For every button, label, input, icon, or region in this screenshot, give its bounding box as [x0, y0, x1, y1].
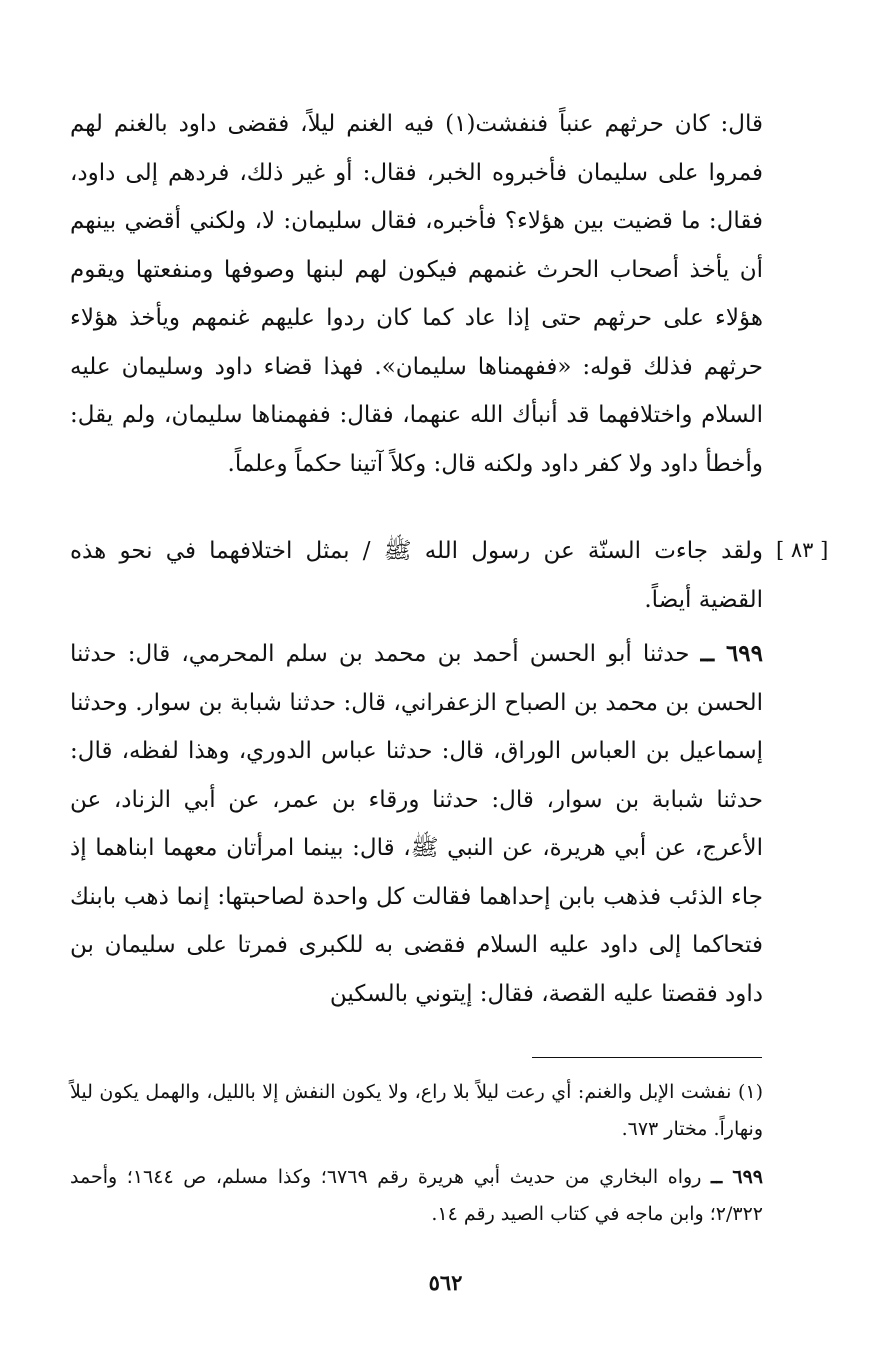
margin-page-reference: [ ٨٣ ] — [776, 538, 829, 562]
body-paragraph-1 — [70, 100, 763, 488]
footnote-hadith-number: ٦٩٩ ــ — [711, 1166, 763, 1188]
paragraph-text: ولقد جاءت السنّة عن رسول الله ﷺ / بمثل اختلافهما في نحو هذه القضية أيضاً. — [70, 538, 763, 613]
footnote-text: رواه البخاري من حديث أبي هريرة رقم ٦٧٦٩؛ وكذا مسلم، ص ١٦٤٤؛ وأحمد ٢/٣٢٢؛ وابن ماجه في كتاب الصيد رقم ١٤. — [70, 1166, 763, 1225]
page-number: ٥٦٢ — [428, 1270, 463, 1295]
footnote-2 — [70, 1159, 763, 1233]
body-paragraph-2 — [70, 527, 763, 624]
footnote-text: (١) نفشت الإبل والغنم: أي رعت ليلاً بلا راع، ولا يكون النفش إلا بالليل، والهمل يكون ليلاً ونهاراً. مختار ٦٧٣. — [70, 1081, 763, 1140]
hadith-number: ٦٩٩ ــ — [700, 640, 764, 667]
footnote-separator — [532, 1057, 762, 1058]
hadith-paragraph — [70, 630, 763, 1018]
footnote-1 — [70, 1074, 763, 1148]
paragraph-text: قال: كان حرثهم عنباً فنفشت(١) فيه الغنم ليلاً، فقضى داود بالغنم لهم فمروا على سليمان فأخبروه الخبر، فقال: أو غير ذلك، فردهم إلى داود، فقال: ما قضيت بين هؤلاء؟ فأخبره، فقال سليمان: لا، ولكني أقضي بينهم أن يأخذ أصحاب الحرث غنمهم فيكون لهم لبنها وصوفها ومنفعتها ويقوم هؤلاء على حرثهم حتى إذا عاد كما كان ردوا عليهم غنمهم ويأخذ هؤلاء حرثهم فذلك قوله: «ففهمناها سليمان». فهذا قضاء داود وسليمان عليه السلام واختلافهما قد أنبأك الله عنهما، فقال: ففهمناها سليمان، ولم يقل: وأخطأ داود ولا كفر داود ولكنه قال: وكلاً آتينا حكماً وعلماً. — [70, 111, 764, 477]
paragraph-text: حدثنا أبو الحسن أحمد بن محمد بن سلم المحرمي، قال: حدثنا الحسن بن محمد بن الصباح الزعفراني، قال: حدثنا شبابة بن سوار. وحدثنا إسماعيل بن العباس الوراق، قال: حدثنا عباس الدوري، وهذا لفظه، قال: حدثنا شبابة بن سوار، قال: حدثنا ورقاء بن عمر، عن أبي الزناد، عن الأعرج، عن أبي هريرة، عن النبي ﷺ، قال: بينما امرأتان معهما ابناهما إذ جاء الذئب فذهب بابن إحداهما فقالت كل واحدة لصاحبتها: إنما ذهب بابنك فتحاكما إلى داود عليه السلام فقضى به للكبرى فمرتا على سليمان بن داود فقصتا عليه القصة، فقال: إيتوني بالسكين — [70, 641, 763, 1007]
